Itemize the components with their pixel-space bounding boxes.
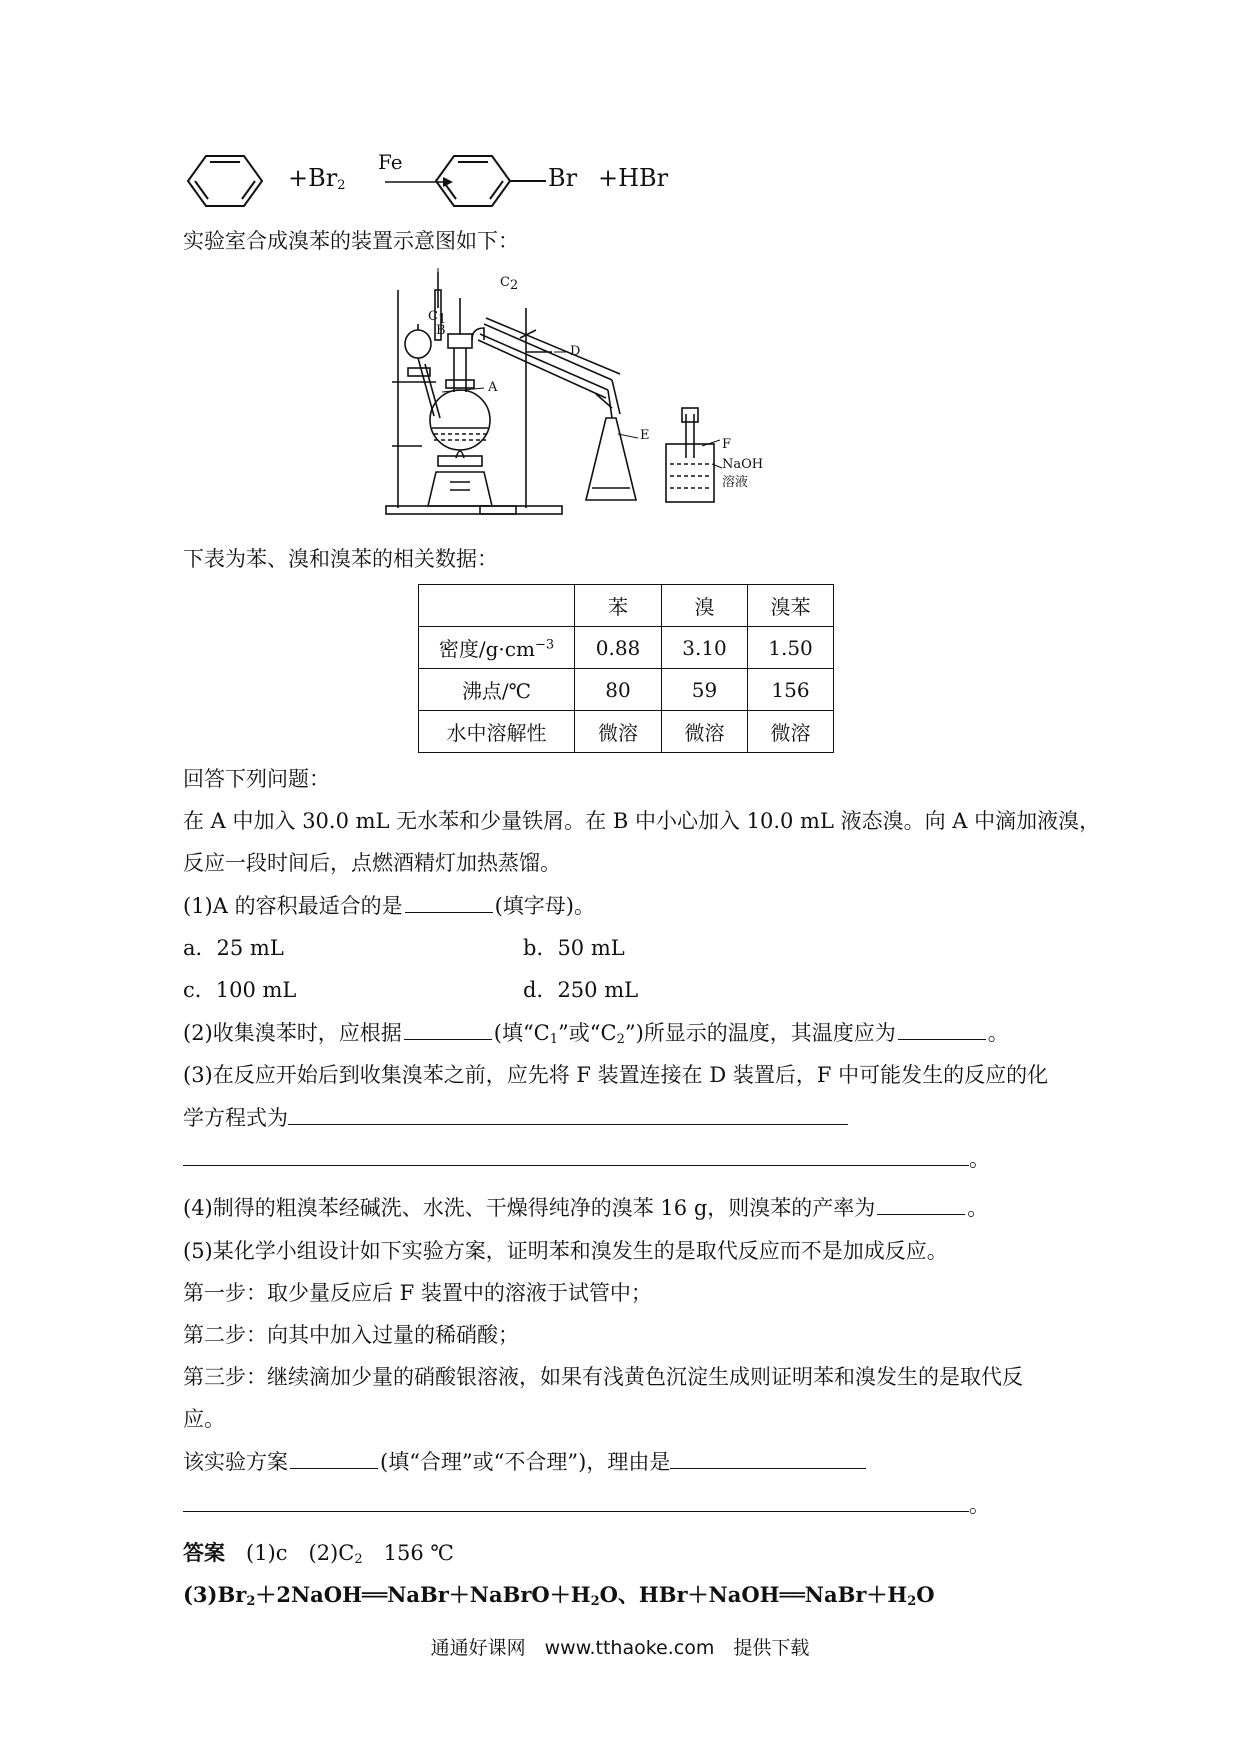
question-3-line-3: 。 [183,1144,990,1174]
answer-blank[interactable] [670,1450,866,1469]
setup-line-1: 在 A 中加入 30.0 mL 无水苯和少量铁屑。在 B 中小心加入 10.0 mL 液态溴。向 A 中滴加液溴， [183,809,1101,833]
reagent-bromine: $+Br_2$ [288,164,346,193]
table-header-cell: 溴 [662,585,748,627]
label-c1: $C_1$ [428,309,447,327]
product-bromo-label: Br [548,164,578,192]
apparatus-diagram [380,268,870,520]
answer-blank[interactable] [404,1021,492,1040]
label-f: F [722,437,732,452]
page-footer: 通通好课网 www.tthaoke.com 提供下载 [430,1637,810,1659]
table-cell: 0.88 [575,627,662,669]
table-cell: 微溶 [662,711,748,753]
answer-blank[interactable] [183,1493,969,1512]
answer-line-1: 答案 (1)c $(2)C_2$ 156 ℃ [183,1540,454,1567]
table-intro: 下表为苯、溴和溴苯的相关数据： [183,547,498,571]
answer-blank[interactable] [290,1450,378,1469]
question-4: (4)制得的粗溴苯经碱洗、水洗、干燥得纯净的溴苯 16 g，则溴苯的产率为 。 [183,1196,989,1220]
label-d: D [570,344,581,359]
table-cell: 3.10 [662,627,748,669]
condenser-d [478,318,620,418]
setup-line-2: 反应一段时间后，点燃酒精灯加热蒸馏。 [183,851,561,875]
question-5b-line-2: 。 [183,1490,990,1520]
table-row [419,627,834,669]
question-1: (1)A 的容积最适合的是 (填字母)。 [183,894,595,918]
option-d: d．250 mL [523,978,639,1002]
answer-blank[interactable] [288,1106,848,1125]
step-2: 第二步：向其中加入过量的稀硝酸； [183,1323,519,1347]
questions-prompt: 回答下列问题： [183,767,330,791]
question-5b: 该实验方案 (填“合理”或“不合理”)，理由是 [183,1447,866,1477]
step-3-line-2: 应。 [183,1407,225,1431]
label-naoh: NaOH [722,457,764,472]
table-header-cell: 苯 [575,585,662,627]
catalyst-label: Fe [378,150,403,174]
beaker-f [666,408,714,502]
table-cell: 微溶 [575,711,662,753]
properties-table [418,584,834,753]
iron-stand-left [386,290,516,514]
label-a: A [488,380,498,395]
answer-blank[interactable] [898,1021,986,1040]
answer-line-2: $(3)Br_2+2NaOH══NaBr+NaBrO+H_2O$、$HBr+NaOH══NaBr+H_2O$ [183,1582,935,1609]
table-header-row [419,585,834,627]
benzene-ring-icon [188,156,262,206]
option-c: c．100 mL [183,978,297,1002]
answer-blank[interactable] [183,1147,969,1166]
conical-flask-e [586,418,636,500]
table-header-cell [419,585,575,627]
table-cell: 微溶 [748,711,834,753]
table-cell: 156 [748,669,834,711]
table-cell: 水中溶解性 [419,711,575,753]
step-1: 第一步：取少量反应后 F 装置中的溶液于试管中； [183,1281,652,1305]
label-solution: 溶液 [722,475,749,490]
option-b: b．50 mL [523,936,625,960]
alcohol-lamp [428,451,492,506]
question-3-line-2: 学方程式为 [183,1103,848,1133]
question-5: (5)某化学小组设计如下实验方案，证明苯和溴发生的是取代反应而不是加成反应。 [183,1239,948,1263]
table-cell: 沸点/℃ [419,669,575,711]
table-row [419,711,834,753]
step-3-line-1: 第三步：继续滴加少量的硝酸银溶液，如果有浅黄色沉淀生成则证明苯和溴发生的是取代反 [183,1365,1023,1389]
table-cell: 密度$/g\cdot cm^{-3}$ [419,627,575,669]
label-b: B [436,323,446,338]
table-header-cell: 溴苯 [748,585,834,627]
label-e: E [640,428,650,443]
question-2: (2)收集溴苯时，应根据 (填“$C_1$”或“$C_2$”)所显示的温度，其温度应为 。 [183,1021,1009,1047]
answer-blank[interactable] [405,894,493,913]
table-row [419,669,834,711]
label-c2: $C_2$ [500,275,519,293]
table-cell: 59 [662,669,748,711]
table-cell: 1.50 [748,627,834,669]
apparatus-intro: 实验室合成溴苯的装置示意图如下： [183,229,519,253]
option-a: a．25 mL [183,936,284,960]
flask-a [430,334,490,450]
byproduct-label: +HBr [598,164,669,192]
question-3-line-1: (3)在反应开始后到收集溴苯之前，应先将 F 装置连接在 D 装置后，F 中可能发生的反应的化 [183,1063,1049,1087]
table-cell: 80 [575,669,662,711]
answer-blank[interactable] [877,1196,965,1215]
